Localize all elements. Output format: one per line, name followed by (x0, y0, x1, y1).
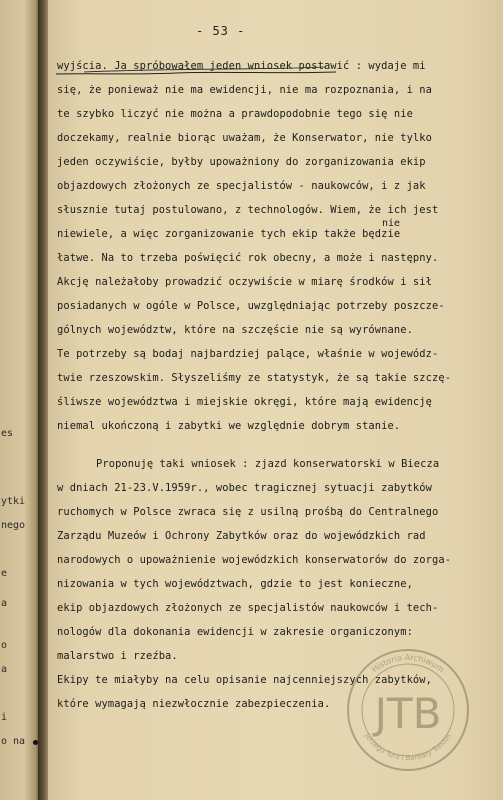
left-page-fragment: i (1, 712, 8, 723)
text-line: posiadanych w ogóle w Polsce, uwzględniając potrzeby poszcze- (57, 300, 445, 312)
left-page-fragment: a (1, 664, 8, 675)
stamp-top-text: Historia Archiwum (370, 652, 446, 675)
text-line: twie rzeszowskim. Słyszeliśmy ze statystyk, że są takie szczę- (57, 372, 452, 384)
text-line: w dniach 21-23.V.1959r., wobec tragicznej sytuacji zabytków (57, 482, 432, 494)
text-line: jeden oczywiście, byłby upoważniony do zorganizowania ekip (57, 156, 426, 168)
text-line: łatwe. Na to trzeba poświęcić rok obecny, a może i następny. (57, 252, 439, 264)
text-line: Zarządu Muzeów i Ochrony Zabytków oraz do wojewódzkich rad (57, 530, 426, 542)
handwritten-underline (56, 58, 396, 78)
text-line: które wymagają niezwłocznie zabezpieczenia. (57, 698, 331, 710)
ink-dot (33, 740, 38, 745)
left-page-fragment: o na (1, 736, 26, 747)
left-page-fragment: e (1, 568, 8, 579)
left-page-edge (0, 0, 40, 800)
text-line: ruchomych w Polsce zwraca się z usilną prośbą do Centralnego (57, 506, 439, 518)
stamp-monogram: JTB (374, 689, 442, 738)
text-line: wyjścia. Ja spróbowałem jeden wniosek postawić : wydaje mi (57, 60, 426, 72)
text-line: malarstwo i rzeźba. (57, 650, 178, 662)
stamp-side-text: Jerzego Tura i Barbary Tondos (363, 732, 453, 763)
text-line: objazdowych złożonych ze specjalistów - naukowców, i z jak (57, 180, 426, 192)
text-line: niemal ukończoną i zabytki we względnie dobrym stanie. (57, 420, 401, 432)
page-number: - 53 - (196, 24, 246, 38)
text-line: gólnych województw, które na szczęście nie są wyrównane. (57, 324, 413, 336)
left-page-fragment: es (1, 428, 14, 439)
handwritten-insertion: nie (382, 218, 401, 229)
left-page-fragment: nego (1, 520, 26, 531)
text-line: nologów dla dokonania ewidencji w zakresie organiczonym: (57, 626, 413, 638)
text-line: Akcję należałoby prowadzić oczywiście w miarę środków i sił (57, 276, 432, 288)
text-line: Ekipy te miałyby na celu opisanie najcenniejszych zabytków, (57, 674, 432, 686)
text-line: niewiele, a więc zorganizowanie tych ekip także będzie (57, 228, 401, 240)
left-page-fragment: ytki (1, 496, 26, 507)
text-line: nizowania w tych województwach, gdzie to jest konieczne, (57, 578, 413, 590)
text-line: Proponuję taki wniosek : zjazd konserwatorski w Biecza (96, 458, 440, 470)
left-page-fragment: a (1, 598, 8, 609)
text-line: się, że ponieważ nie ma ewidencji, nie ma rozpoznania, i na (57, 84, 432, 96)
archive-stamp-logo (344, 646, 472, 774)
text-line: te szybko liczyć nie można a prawdopodobnie tego się nie (57, 108, 413, 120)
text-line: śliwsze województwa i miejskie okręgi, które mają ewidencję (57, 396, 432, 408)
text-line: doczekamy, realnie biorąc uważam, że Konserwator, nie tylko (57, 132, 432, 144)
left-page-fragment: o (1, 640, 8, 651)
text-line: ekip objazdowych złożonych ze specjalistów naukowców i tech- (57, 602, 439, 614)
text-line: Te potrzeby są bodaj najbardziej palące, właśnie w wojewódz- (57, 348, 439, 360)
text-line: narodowych o upoważnienie wojewódzkich konserwatorów do zorga- (57, 554, 452, 566)
text-line: słusznie tutaj postulowano, z technologów. Wiem, że ich jest (57, 204, 439, 216)
